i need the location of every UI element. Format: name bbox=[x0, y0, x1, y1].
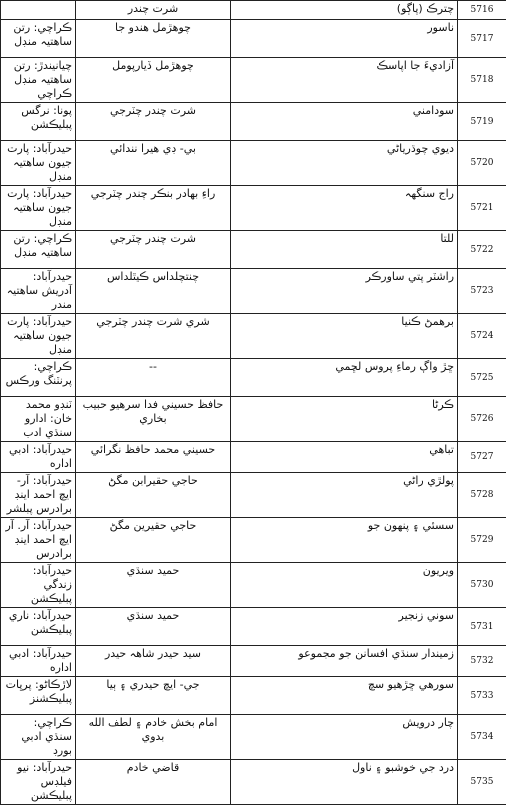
author-cell: چنتچلداس ڪيٿلداس bbox=[76, 269, 231, 314]
publisher-cell: ڪراچي: سنڌي ادبي بورڊ bbox=[1, 715, 76, 760]
serial-number-cell: 5724 bbox=[458, 314, 506, 359]
serial-number-cell: 5723 bbox=[458, 269, 506, 314]
publisher-cell: حيدرآباد: پارت جيون ساهتيہ منڊل bbox=[1, 141, 76, 186]
publisher-cell: حيدرآباد: ادبي اداره bbox=[1, 442, 76, 473]
table-row bbox=[1, 103, 506, 141]
serial-number-cell: 5728 bbox=[458, 473, 506, 518]
table-row bbox=[1, 397, 506, 442]
serial-number-cell: 5722 bbox=[458, 231, 506, 269]
serial-number-cell: 5717 bbox=[458, 20, 506, 58]
table-row bbox=[1, 269, 506, 314]
serial-number-cell: 5733 bbox=[458, 677, 506, 715]
title-cell: پولڙي راڻي bbox=[231, 473, 458, 518]
table-row bbox=[1, 231, 506, 269]
serial-number-cell: 5716 bbox=[458, 1, 506, 20]
author-cell: قاضي خادم bbox=[76, 760, 231, 805]
title-cell: زميندار سنڌي افسانن جو مجموعو bbox=[231, 646, 458, 677]
serial-number-cell: 5731 bbox=[458, 608, 506, 646]
title-cell: ڪرڻا bbox=[231, 397, 458, 442]
table-row bbox=[1, 473, 506, 518]
title-cell: للتا bbox=[231, 231, 458, 269]
author-cell: چوهڙمل ڏيارپومل bbox=[76, 58, 231, 103]
serial-number-cell: 5720 bbox=[458, 141, 506, 186]
publisher-cell: حيدرآباد: نيو فيلڊس پبليڪشن bbox=[1, 760, 76, 805]
table-row bbox=[1, 359, 506, 397]
title-cell: راشٽر پتي ساورڪر bbox=[231, 269, 458, 314]
author-cell: شرت چندر bbox=[76, 1, 231, 20]
publisher-cell: ڪراچي: پرنٽنگ ورڪس bbox=[1, 359, 76, 397]
serial-number-cell: 5734 bbox=[458, 715, 506, 760]
author-cell: سيد حيدر شاهہ حيدر bbox=[76, 646, 231, 677]
serial-number-cell: 5719 bbox=[458, 103, 506, 141]
publisher-cell: پونا: نرگس پبليڪشن bbox=[1, 103, 76, 141]
table-row bbox=[1, 760, 506, 805]
publisher-cell: ڪراچي: رتن ساهتيہ منڊل bbox=[1, 20, 76, 58]
table-row bbox=[1, 314, 506, 359]
table-row bbox=[1, 646, 506, 677]
author-cell: حميد سنڌي bbox=[76, 608, 231, 646]
title-cell: سسئي ۽ پنهون جو bbox=[231, 518, 458, 563]
table-row bbox=[1, 677, 506, 715]
title-cell: آزاديءَ جا اپاسڪ bbox=[231, 58, 458, 103]
title-cell: درد جي خوشبو ۽ ناول bbox=[231, 760, 458, 805]
title-cell: تباهي bbox=[231, 442, 458, 473]
serial-number-cell: 5735 bbox=[458, 760, 506, 805]
author-cell: شرت چندر چٽرجي bbox=[76, 103, 231, 141]
publisher-cell: حيدرآباد: ناري پبليڪشن bbox=[1, 608, 76, 646]
serial-number-cell: 5721 bbox=[458, 186, 506, 231]
serial-number-cell: 5718 bbox=[458, 58, 506, 103]
author-cell: راءِ بهادر بنڪر چندر چٽرجي bbox=[76, 186, 231, 231]
author-cell: شرت چندر چٽرجي bbox=[76, 231, 231, 269]
title-cell: ڇڙ واڳ رماءِ پروس لڇمي bbox=[231, 359, 458, 397]
title-cell: ناسور bbox=[231, 20, 458, 58]
publisher-cell: حيدرآباد: زندگي پبليڪشن bbox=[1, 563, 76, 608]
author-cell: جي- ايچ حيدري ۽ ٻيا bbox=[76, 677, 231, 715]
table-row bbox=[1, 141, 506, 186]
table-row bbox=[1, 442, 506, 473]
author-cell: حافظ حسيني فدا سرهيو حبيب بخاري bbox=[76, 397, 231, 442]
title-cell: ديوي چوڌرياڻي bbox=[231, 141, 458, 186]
author-cell: شري شرت چندر چٽرجي bbox=[76, 314, 231, 359]
title-cell: ويريون bbox=[231, 563, 458, 608]
title-cell: سودامني bbox=[231, 103, 458, 141]
author-cell: چوهڙمل هندو جا bbox=[76, 20, 231, 58]
table-row bbox=[1, 715, 506, 760]
publisher-cell: حيدرآباد: پارت جيون ساهتيہ منڊل bbox=[1, 314, 76, 359]
table-row bbox=[1, 608, 506, 646]
serial-number-cell: 5729 bbox=[458, 518, 506, 563]
publisher-cell: ڪراچي: رتن ساهتيہ منڊل bbox=[1, 231, 76, 269]
serial-number-cell: 5727 bbox=[458, 442, 506, 473]
author-cell: امام بخش خادم ۽ لطف الله بدوي bbox=[76, 715, 231, 760]
publisher-cell: لاڙڪاڻو: پرڀات پبليڪشنز bbox=[1, 677, 76, 715]
publisher-cell: حيدرآباد: ادبي اداره bbox=[1, 646, 76, 677]
serial-number-cell: 5725 bbox=[458, 359, 506, 397]
publisher-cell: چيانيندڙ: رتن ساهتيہ منڊل ڪراچي bbox=[1, 58, 76, 103]
author-cell: حاجي حقيرين مگڻ bbox=[76, 518, 231, 563]
author-cell: حاجي حقيرابن مگڻ bbox=[76, 473, 231, 518]
publisher-cell: حيدرآباد: آدريش ساهتيہ مندر bbox=[1, 269, 76, 314]
table-row bbox=[1, 1, 506, 20]
author-cell: بي- ڊي هيرا نندائي bbox=[76, 141, 231, 186]
title-cell: سورهي ڇڙهيو سچ bbox=[231, 677, 458, 715]
publisher-cell: حيدرآباد: پارت جيون ساهتيہ منڊل bbox=[1, 186, 76, 231]
author-cell: -- bbox=[76, 359, 231, 397]
serial-number-cell: 5732 bbox=[458, 646, 506, 677]
title-cell: چترڪ (پاڳو) bbox=[231, 1, 458, 20]
publisher-cell: ٽنڊو محمد خان: ادارو سنڌي ادب bbox=[1, 397, 76, 442]
title-cell: راج سنگهہ bbox=[231, 186, 458, 231]
table-row bbox=[1, 563, 506, 608]
table-row bbox=[1, 186, 506, 231]
title-cell: چار درويش bbox=[231, 715, 458, 760]
publisher-cell: حيدرآباد: آر. آر ايچ احمد اينڊ برادرس bbox=[1, 518, 76, 563]
table-row bbox=[1, 20, 506, 58]
table-row bbox=[1, 518, 506, 563]
serial-number-cell: 5730 bbox=[458, 563, 506, 608]
title-cell: برهمڻ ڪنيا bbox=[231, 314, 458, 359]
publisher-cell bbox=[1, 1, 76, 20]
publisher-cell: حيدرآباد: آر- ايچ احمد اينڊ برادرس پبلشر bbox=[1, 473, 76, 518]
serial-number-cell: 5726 bbox=[458, 397, 506, 442]
title-cell: سوني زنجير bbox=[231, 608, 458, 646]
author-cell: حميد سنڌي bbox=[76, 563, 231, 608]
author-cell: حسيني محمد حافظ نگرائي bbox=[76, 442, 231, 473]
table-row bbox=[1, 58, 506, 103]
